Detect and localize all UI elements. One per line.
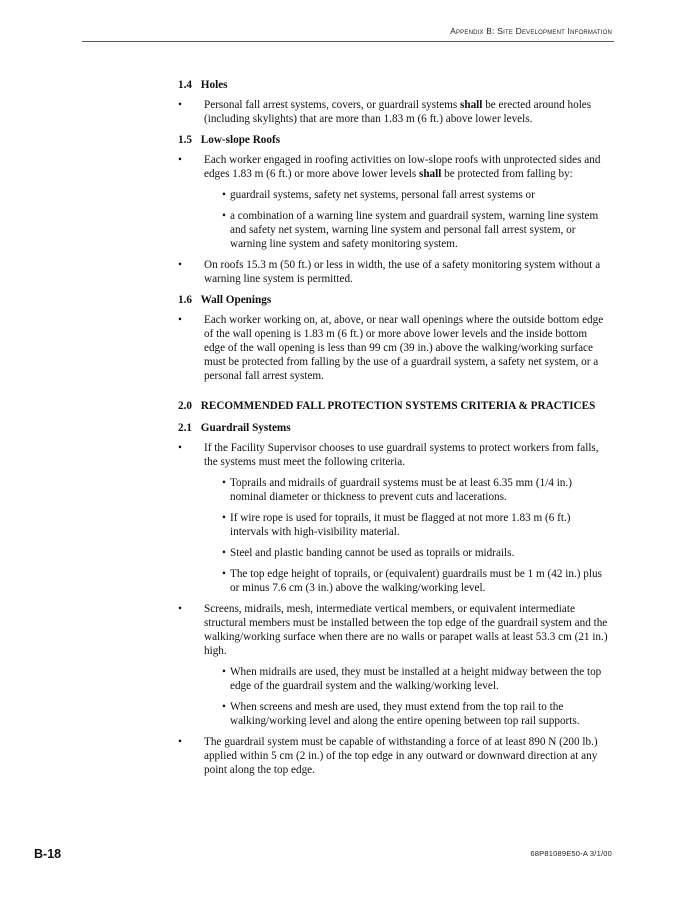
sub-bullet-item bbox=[178, 476, 610, 504]
sub-bullet-item bbox=[178, 700, 610, 728]
section-heading-2-1 bbox=[178, 421, 610, 435]
section-heading-2-0 bbox=[178, 399, 610, 413]
bullet-icon: • bbox=[222, 512, 226, 524]
emphasis-text: shall bbox=[460, 99, 483, 111]
bullet-text: • The guardrail system must be capable of withstanding a force of at least 890 N (200 lb.) applied within 5 cm (2 in.) of the top edge in any outward or downward direction at any point along the top edge. bbox=[204, 736, 598, 776]
bullet-item bbox=[178, 602, 610, 658]
sub-bullet-text: If wire rope is used for toprails, it must be flagged at not more 1.83 m (6 ft.) intervals with high-visibility material. bbox=[230, 512, 571, 538]
bullet-text: • If the Facility Supervisor chooses to use guardrail systems to protect workers from falls, the systems must meet the following criteria. bbox=[204, 442, 599, 468]
running-head: Appendix B: Site Development Information bbox=[450, 26, 612, 36]
section-number: 1.4 bbox=[178, 79, 192, 91]
bullet-item bbox=[178, 258, 610, 286]
section-number: 1.6 bbox=[178, 294, 192, 306]
bullet-icon: • bbox=[222, 547, 226, 559]
section-heading-1-4 bbox=[178, 78, 610, 92]
bullet-text: • Each worker working on, at, above, or near wall openings where the outside bottom edge of the wall opening is 1.83 m (6 ft.) or more above lower levels and the inside bottom edge of the wall opening is less than 99 cm (39 in.) above the walking/working surface must be protected from falling by the use of a guardrail system, a safety net system, or a personal fall arrest system. bbox=[204, 314, 604, 382]
document-id: 68P81089E50-A 3/1/00 bbox=[530, 849, 612, 858]
sub-bullet-text: guardrail systems, safety net systems, personal fall arrest systems or bbox=[230, 189, 535, 201]
sub-bullet-text: When midrails are used, they must be installed at a height midway between the top edge of the guardrail system and the walking/working level. bbox=[230, 666, 602, 692]
bullet-text: • Screens, midrails, mesh, intermediate vertical members, or equivalent intermediate structural members must be installed between the top edge of the guardrail system and the walking/working surface when there are no walls or parapet walls at least 53.3 cm (21 in.) high. bbox=[204, 603, 608, 657]
text-run: Personal fall arrest systems, covers, or guardrail systems bbox=[204, 99, 461, 111]
bullet-icon: • bbox=[222, 477, 226, 489]
section-number: 2.0 bbox=[178, 400, 192, 412]
sub-bullet-text: a combination of a warning line system and guardrail system, warning line system and safety net system, warning line system and personal fall arrest system, or warning line system and safety monitoring system. bbox=[230, 210, 599, 250]
sub-bullet-text: Toprails and midrails of guardrail systems must be at least 6.35 mm (1/4 in.) nominal diameter or thickness to prevent cuts and lacerations. bbox=[230, 477, 572, 503]
bullet-text bbox=[204, 153, 610, 181]
page-body bbox=[178, 78, 610, 784]
section-title: Holes bbox=[200, 79, 228, 91]
bullet-icon: • bbox=[222, 210, 226, 222]
bullet-icon: • bbox=[222, 568, 226, 580]
bullet-item bbox=[178, 735, 610, 777]
bullet-item bbox=[178, 98, 610, 126]
sub-bullet-item bbox=[178, 209, 610, 251]
section-heading-1-5 bbox=[178, 133, 610, 147]
bullet-item bbox=[178, 153, 610, 181]
text-run: be erected around holes (including skylights) that are more than 1.83 m (6 ft.) above lower levels. bbox=[204, 99, 592, 125]
bullet-item bbox=[178, 313, 610, 383]
bullet-icon: • bbox=[222, 666, 226, 678]
section-title: RECOMMENDED FALL PROTECTION SYSTEMS CRITERIA & PRACTICES bbox=[200, 400, 596, 412]
section-heading-1-6 bbox=[178, 293, 610, 307]
section-number: 1.5 bbox=[178, 134, 192, 146]
sub-bullet-item bbox=[178, 665, 610, 693]
sub-bullet-item bbox=[178, 567, 610, 595]
sub-bullet-text: When screens and mesh are used, they must extend from the top rail to the walking/working level and along the entire opening between top rail supports. bbox=[230, 701, 580, 727]
section-title: Wall Openings bbox=[200, 294, 272, 306]
section-number: 2.1 bbox=[178, 422, 192, 434]
text-run: Each worker engaged in roofing activities on low-slope roofs with unprotected sides and edges 1.83 m (6 ft.) or more above lower levels bbox=[204, 154, 601, 180]
bullet-icon: • bbox=[222, 189, 226, 201]
sub-bullet-item bbox=[178, 188, 610, 202]
bullet-text: • On roofs 15.3 m (50 ft.) or less in width, the use of a safety monitoring system without a warning line system is permitted. bbox=[204, 259, 601, 285]
sub-bullet-text: The top edge height of toprails, or (equivalent) guardrails must be 1 m (42 in.) plus or minus 7.6 cm (3 in.) above the walking/working level. bbox=[230, 568, 602, 594]
sub-bullet-item bbox=[178, 511, 610, 539]
sub-bullet-text: Steel and plastic banding cannot be used as toprails or midrails. bbox=[230, 547, 515, 559]
section-title: Low-slope Roofs bbox=[200, 134, 281, 146]
sub-bullet-item bbox=[178, 546, 610, 560]
text-run: be protected from falling by: bbox=[441, 168, 573, 180]
page-number: B-18 bbox=[34, 847, 62, 861]
bullet-item bbox=[178, 441, 610, 469]
bullet-text bbox=[204, 98, 610, 126]
header-rule bbox=[82, 41, 614, 42]
emphasis-text: shall bbox=[418, 168, 442, 180]
bullet-icon: • bbox=[222, 701, 226, 713]
section-title: Guardrail Systems bbox=[200, 422, 291, 434]
